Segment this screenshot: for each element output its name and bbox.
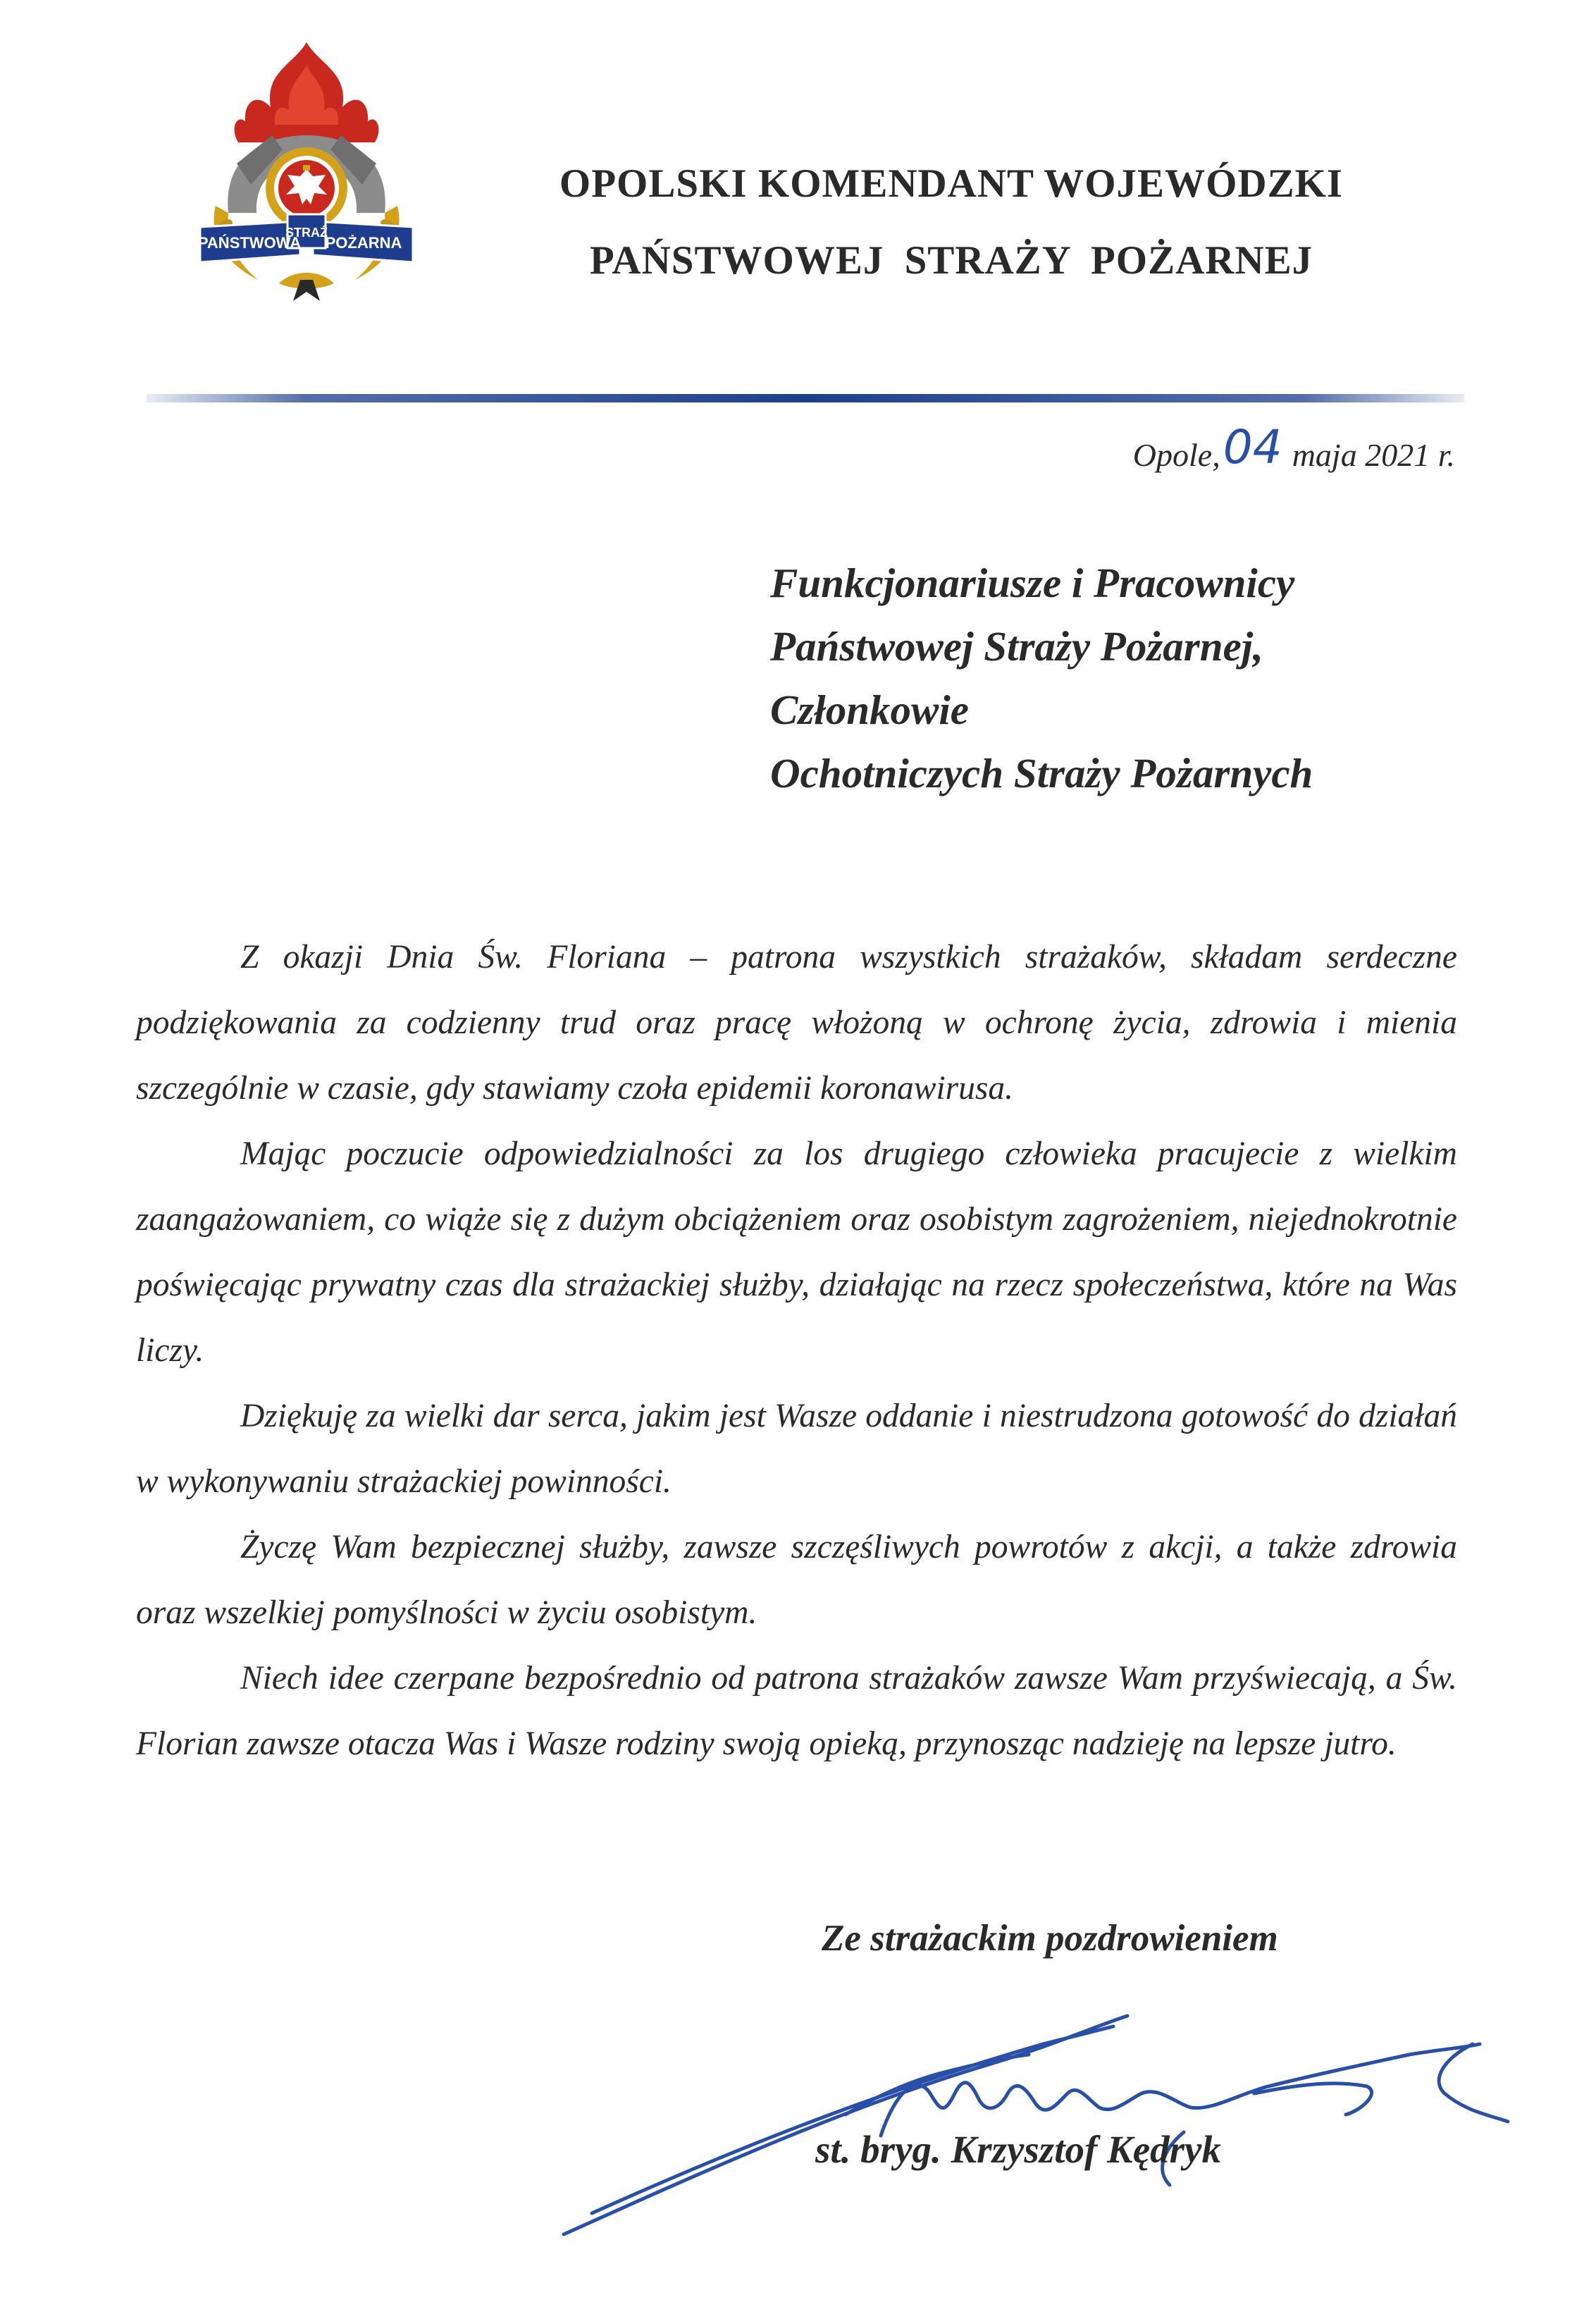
signatory-name: st. bryg. Krzysztof Kędryk [815, 2128, 1221, 2171]
date-line [1132, 420, 1455, 477]
header-title-line1: OPOLSKI KOMENDANT WOJEWÓDZKI [559, 161, 1344, 206]
emblem-text-left: PAŃSTWOWA [197, 234, 302, 252]
emblem-text-mid: STRAŻ [285, 226, 328, 240]
date-day-handwritten: 04 [1223, 420, 1282, 474]
body-paragraph: Mając poczucie odpowiedzialności za los drugiego człowieka pracujecie z wielkim zaangażowaniem, co wiąże się z dużym obciążeniem oraz osobistym zagrożeniem, niejednokrotnie poświęcając prywatny czas dla strażackiej służby, działając na rzecz społeczeństwa, które na Was liczy. [136, 1136, 1457, 1369]
body-paragraph: Życzę Wam bezpiecznej służby, zawsze szczęśliwych powrotów z akcji, a także zdrowia oraz wszelkiej pomyślności w życiu osobistym. [136, 1529, 1457, 1631]
addressee-line: Członkowie [770, 687, 969, 733]
date-city: Opole, [1132, 437, 1220, 473]
body-paragraph: Dziękuję za wielki dar serca, jakim jest Wasze oddanie i niestrudzona gotowość do działań w wykonywaniu strażackiej powinności. [136, 1398, 1457, 1500]
fire-service-emblem [194, 37, 419, 304]
date-month-year: maja 2021 r. [1292, 437, 1455, 473]
addressee-line: Ochotniczych Straży Pożarnych [770, 750, 1313, 796]
letter-body [136, 925, 1457, 1777]
body-paragraph: Z okazji Dnia Św. Floriana – patrona wszystkich strażaków, składam serdeczne podziękowania za codzienny trud oraz pracę włożoną w ochronę życia, zdrowia i mienia szczególnie w czasie, gdy stawiamy czoła epidemii koronawirusa. [136, 939, 1457, 1107]
emblem-text-right: POŻARNA [325, 234, 402, 252]
header-rule [147, 392, 1464, 405]
header-title-line2: PAŃSTWOWEJ STRAŻY POŻARNEJ [589, 238, 1313, 283]
fire-service-emblem-icon [194, 37, 419, 304]
addressee-line: Państwowej Straży Pożarnej, [770, 623, 1263, 670]
body-paragraph: Niech idee czerpane bezpośrednio od patrona strażaków zawsze Wam przyświecają, a Św. Florian zawsze otacza Was i Wasze rodziny swoją opieką, przynosząc nadzieję na lepsze jutro. [136, 1660, 1457, 1762]
closing-salutation: Ze strażackim pozdrowieniem [822, 1918, 1278, 1959]
addressee-line: Funkcjonariusze i Pracownicy [770, 560, 1295, 606]
addressee-block [770, 551, 1313, 805]
